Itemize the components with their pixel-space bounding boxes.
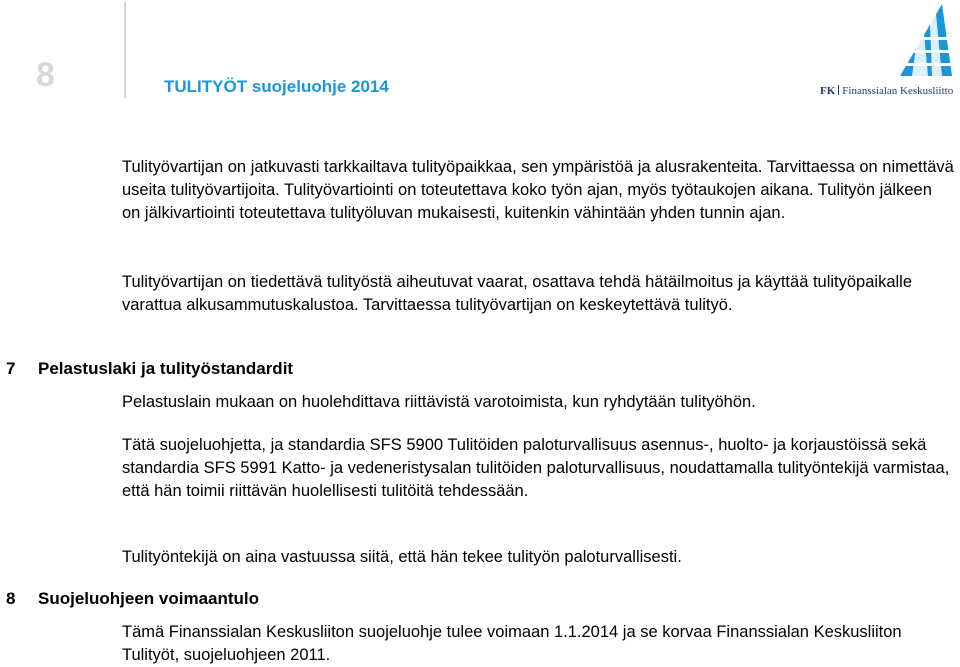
section-heading-7	[6, 359, 293, 379]
section-paragraph: Pelastuslain mukaan on huolehdittava riittävistä varotoimista, kun ryhdytään tulityöhön.	[122, 393, 756, 411]
logo-wordmark	[820, 85, 953, 97]
fk-logo-icon	[898, 4, 954, 80]
section-number: 8	[6, 589, 16, 608]
logo-abbr: FK	[820, 85, 836, 97]
section-paragraph: Tämä Finanssialan Keskusliiton suojeluohje tulee voimaan 1.1.2014 ja se korvaa Finanssialan Keskusliiton Tulityöt, suojeluohjeen 2011.	[122, 623, 902, 664]
header-divider	[124, 2, 126, 98]
section-number: 7	[6, 359, 16, 378]
page-number: 8	[36, 56, 55, 94]
logo-name: Finanssialan Keskusliitto	[842, 85, 954, 97]
intro-paragraph: Tulityövartijan on tiedettävä tulityöstä aiheutuvat vaarat, osattava tehdä hätäilmoitus ja käyttää tulityöpaikalle varattua alkusammutuskalustoa. Tarvittaessa tulityövartijan on keskeytettävä tulityö.	[122, 273, 913, 314]
section-title: Pelastuslaki ja tulityöstandardit	[38, 359, 294, 378]
section-title: Suojeluohjeen voimaantulo	[38, 589, 260, 608]
section-paragraph: Tulityöntekijä on aina vastuussa siitä, että hän tekee tulityön paloturvallisesti.	[122, 548, 682, 566]
section-heading-8	[6, 589, 259, 609]
intro-paragraph: Tulityövartijan on jatkuvasti tarkkailtava tulityöpaikkaa, sen ympäristöä ja alusrakenteita. Tarvittaessa on nimettävä useita tulityövartijoita. Tulityövartiointi on toteutettava koko työn ajan, myös työtaukojen aikana. Tulityön jälkeen on jälkivartiointi toteutettava tulityöluvan mukaisesti, kuitenkin vähintään yhden tunnin ajan.	[122, 158, 954, 222]
document-title: TULITYÖT suojeluohje 2014	[164, 77, 389, 96]
section-paragraph: Tätä suojeluohjetta, ja standardia SFS 5900 Tulitöiden paloturvallisuus asennus-, huolto- ja korjaustöissä sekä standardia SFS 5991 Katto- ja vedeneristysalan tulitöiden paloturvallisuus, noudattamalla tulityöntekijä varmistaa, että hän toimii riittävän huolellisesti tulitöitä tehdessään.	[122, 436, 950, 500]
